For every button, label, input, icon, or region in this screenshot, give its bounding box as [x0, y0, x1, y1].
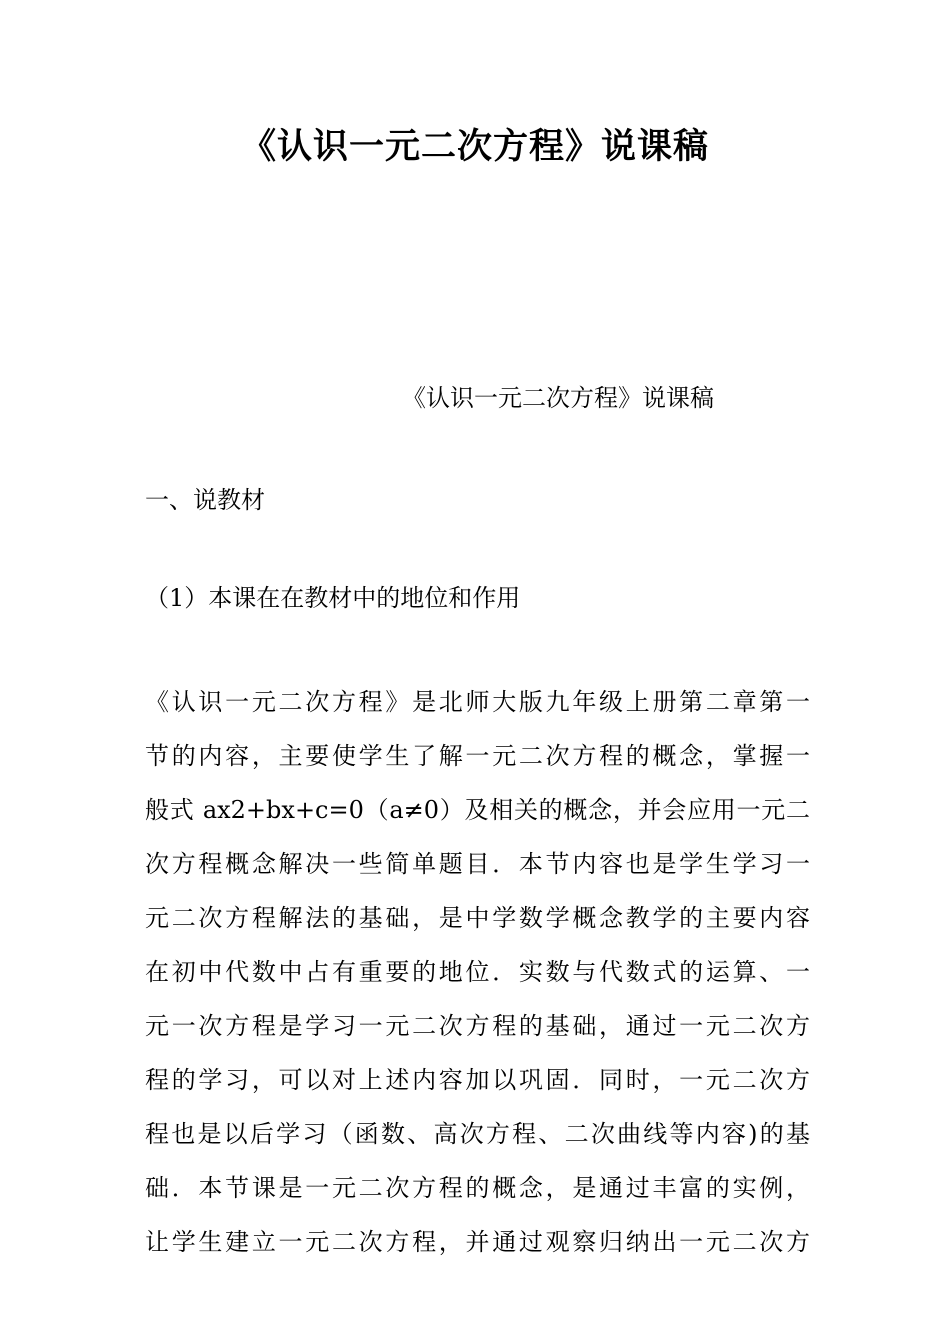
paragraph-line: 次方程概念解决一些简单题目．本节内容也是学生学习一 [145, 850, 810, 878]
paragraph-line: 节的内容，主要使学生了解一元二次方程的概念，掌握一 [145, 742, 810, 770]
section-heading: 一、说教材 [145, 486, 265, 514]
paragraph-line: 础．本节课是一元二次方程的概念，是通过丰富的实例， [145, 1174, 810, 1202]
paragraph-line: 程的学习，可以对上述内容加以巩固．同时，一元二次方 [145, 1066, 810, 1094]
paragraph-line: 元一次方程是学习一元二次方程的基础，通过一元二次方 [145, 1012, 810, 1040]
document-title: 《认识一元二次方程》说课稿 [240, 127, 709, 167]
body-paragraph [145, 675, 810, 1269]
paragraph-line: 元二次方程解法的基础，是中学数学概念教学的主要内容 [145, 904, 810, 932]
paragraph-line: 《认识一元二次方程》是北师大版九年级上册第二章第一 [145, 688, 810, 716]
subsection-heading: （1）本课在在教材中的地位和作用 [145, 584, 521, 612]
document-subtitle: 《认识一元二次方程》说课稿 [402, 384, 714, 412]
paragraph-line: 般式 ax2+bx+c=0（a≠0）及相关的概念，并会应用一元二 [145, 796, 810, 824]
paragraph-line: 程也是以后学习（函数、高次方程、二次曲线等内容)的基 [145, 1120, 810, 1148]
paragraph-line: 让学生建立一元二次方程，并通过观察归纳出一元二次方 [145, 1228, 810, 1256]
paragraph-line: 在初中代数中占有重要的地位．实数与代数式的运算、一 [145, 958, 810, 986]
